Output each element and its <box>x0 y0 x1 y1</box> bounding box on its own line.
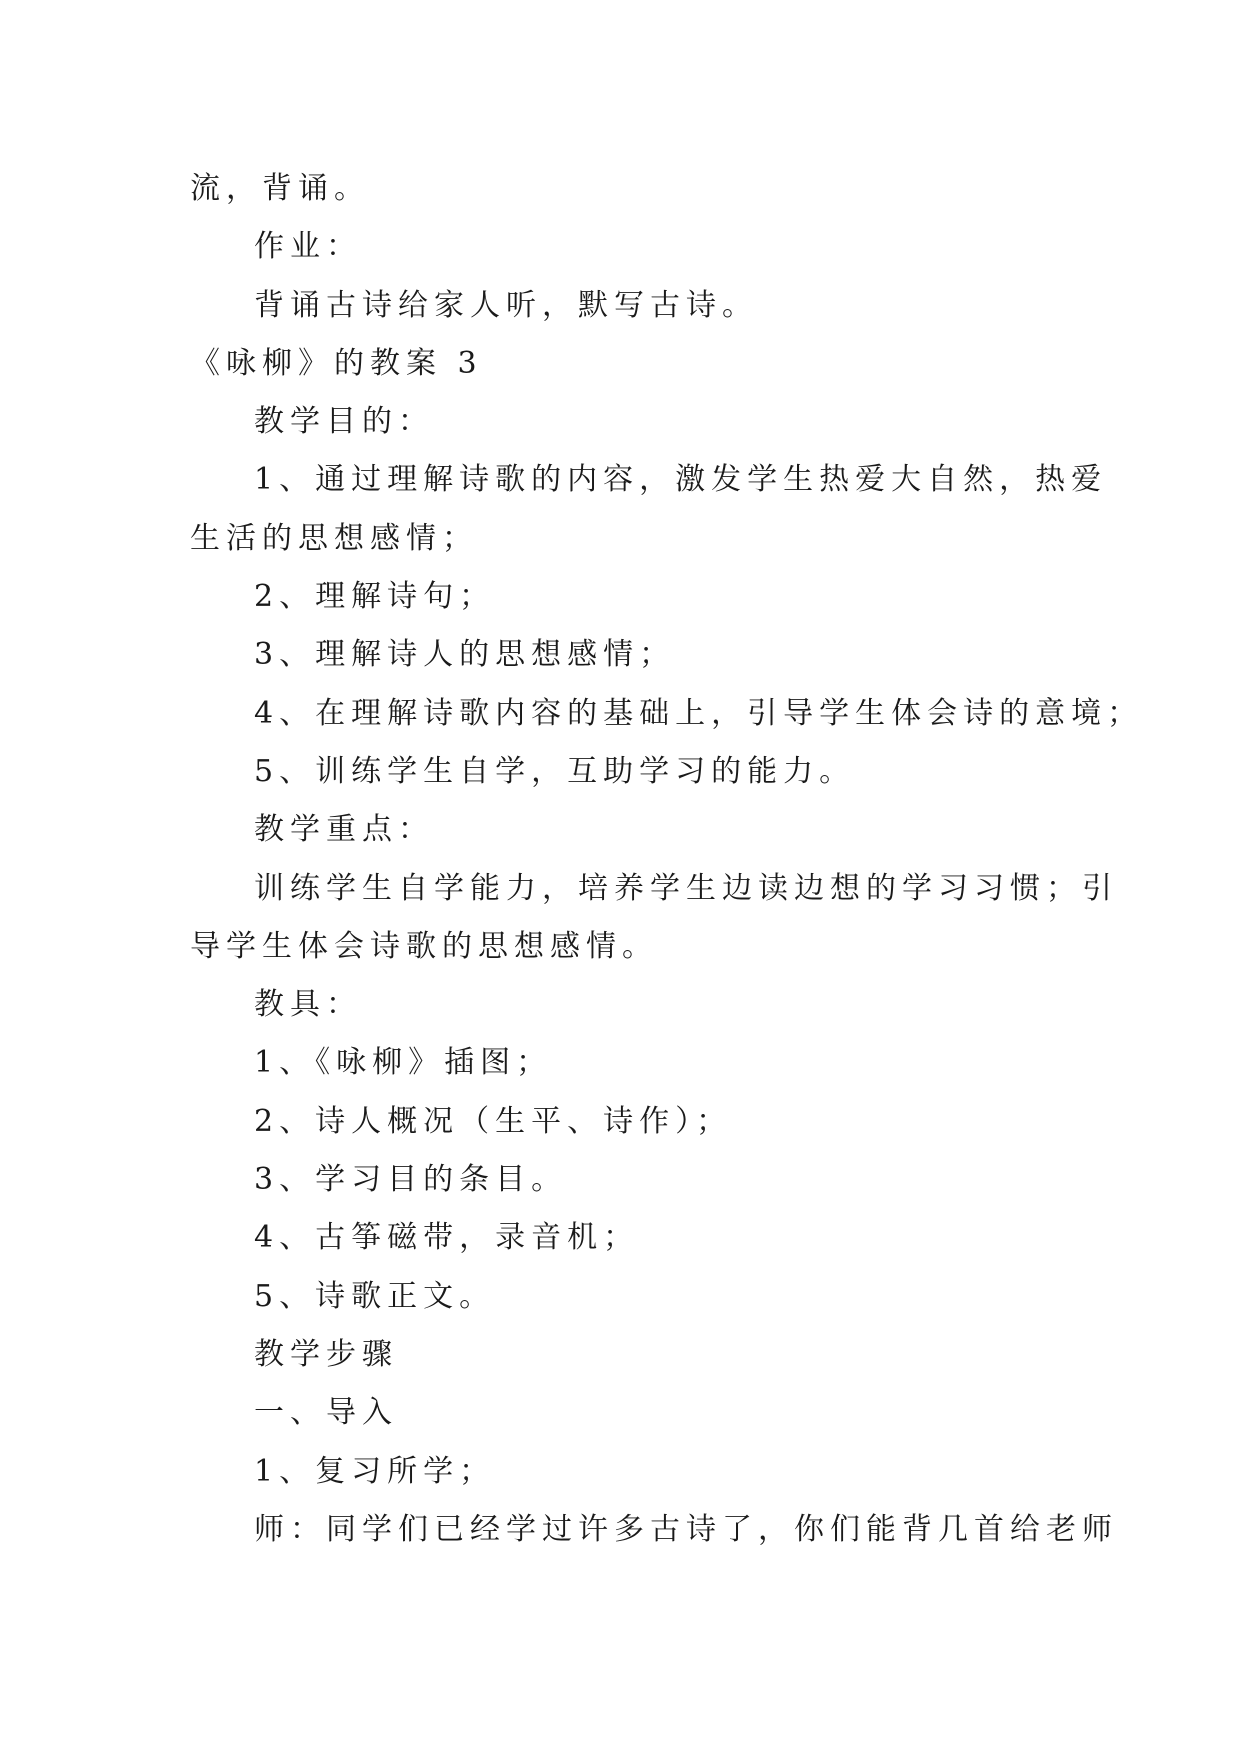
text-line: 训练学生自学能力，培养学生边读边想的学习习惯；引 <box>254 870 1118 906</box>
text-line: 3、理解诗人的思想感情； <box>254 637 676 673</box>
text-line: 导学生体会诗歌的思想感情。 <box>190 928 658 964</box>
text-line: 背诵古诗给家人听，默写古诗。 <box>254 287 758 323</box>
text-line: 5、训练学生自学，互助学习的能力。 <box>254 753 856 789</box>
text-line: 教学步骤 <box>254 1336 398 1372</box>
text-line: 5、诗歌正文。 <box>254 1278 496 1314</box>
text-line: 4、古筝磁带，录音机； <box>254 1220 640 1256</box>
text-line: 一、导入 <box>254 1395 398 1431</box>
text-line: 4、在理解诗歌内容的基础上，引导学生体会诗的意境； <box>254 695 1144 731</box>
section-heading: 《咏柳》的教案 3 <box>190 345 483 381</box>
text-line: 3、学习目的条目。 <box>254 1162 568 1198</box>
text-line: 1、通过理解诗歌的内容，激发学生热爱大自然，热爱 <box>254 462 1108 498</box>
text-line: 1、复习所学； <box>254 1453 496 1489</box>
text-line: 生活的思想感情； <box>190 520 478 556</box>
text-line: 1、《咏柳》插图； <box>254 1045 553 1081</box>
text-line: 教学重点： <box>254 812 434 848</box>
text-line: 师：同学们已经学过许多古诗了，你们能背几首给老师 <box>254 1511 1118 1547</box>
text-line: 教具： <box>254 987 362 1023</box>
text-line: 教学目的： <box>254 404 434 440</box>
text-line: 流，背诵。 <box>190 171 370 206</box>
text-line: 作业： <box>254 229 362 265</box>
document-body <box>190 160 1144 1559</box>
text-line: 2、理解诗句； <box>254 579 496 615</box>
text-line: 2、诗人概况（生平、诗作）； <box>254 1103 733 1139</box>
